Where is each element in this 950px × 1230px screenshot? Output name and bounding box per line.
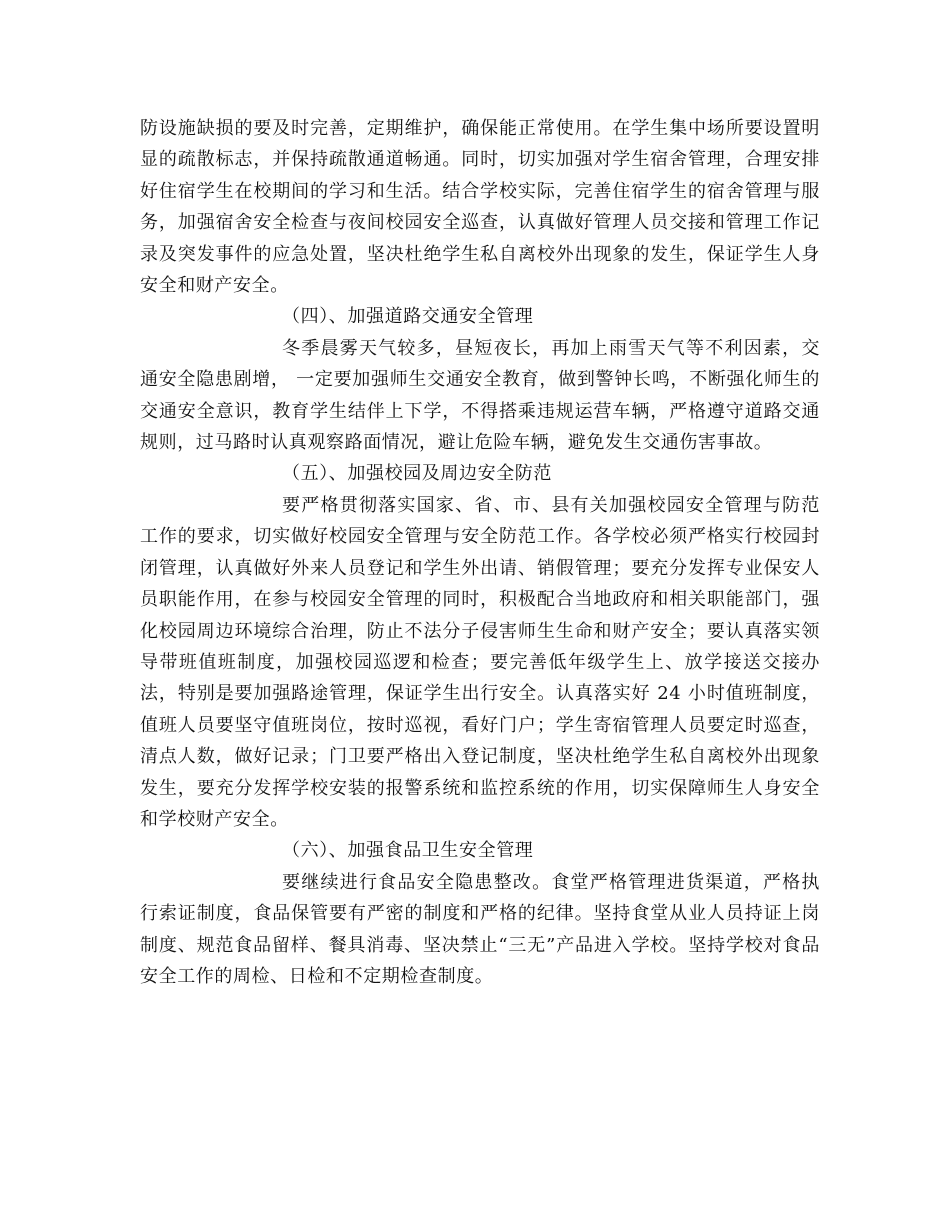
document-body [140,113,820,992]
section-heading-traffic-safety: （四）、加强道路交通安全管理 [282,306,534,328]
paragraph-campus-security: 要严格贯彻落实国家、省、市、县有关加强校园安全管理与防范工作的要求，切实做好校园安全管理与安全防范工作。各学校必须严格实行校园封闭管理，认真做好外来人员登记和学生外出请、销假管理；要充分发挥专业保安人员职能作用，在参与校园安全管理的同时，积极配合当地政府和相关职能部门，强化校园周边环境综合治理，防止不法分子侵害师生生命和财产安全；要认真落实领导带班值班制度，加强校园巡逻和检查；要完善低年级学生上、放学接送交接办法，特别是要加强路途管理，保证学生出行安全。认真落实好 24 小时值班制度，值班人员要坚守值班岗位，按时巡视，看好门户；学生寄宿管理人员要定时巡查，清点人数，做好记录；门卫要严格出入登记制度，坚决杜绝学生私自离校外出现象发生，要充分发挥学校安装的报警系统和监控系统的作用，切实保障师生人身安全和学校财产安全。 [140,494,820,830]
section-heading-campus-security: （五）、加强校园及周边安全防范 [282,463,552,485]
paragraph-food-safety: 要继续进行食品安全隐患整改。食堂严格管理进货渠道，严格执行索证制度，食品保管要有严密的制度和严格的纪律。坚持食堂从业人员持证上岗制度、规范食品留样、餐具消毒、坚决禁止“三无”产品进入学校。坚持学校对食品安全工作的周检、日检和不定期检查制度。 [140,871,820,987]
paragraph-traffic-safety: 冬季晨雾天气较多，昼短夜长，再加上雨雪天气等不利因素，交通安全隐患剧增， 一定要加强师生交通安全教育，做到警钟长鸣，不断强化师生的交通安全意识，教育学生结伴上下学，不得搭乘违规运营车辆，严格遵守道路交通规则，过马路时认真观察路面情况，避让危险车辆，避免发生交通伤害事故。 [140,337,820,454]
paragraph-fire-safety-continued: 防设施缺损的要及时完善，定期维护，确保能正常使用。在学生集中场所要设置明显的疏散标志，并保持疏散通道畅通。同时，切实加强对学生宿舍管理，合理安排好住宿学生在校期间的学习和生活。结合学校实际，完善住宿学生的宿舍管理与服务，加强宿舍安全检查与夜间校园安全巡查，认真做好管理人员交接和管理工作记录及突发事件的应急处置，坚决杜绝学生私自离校外出现象的发生，保证学生人身安全和财产安全。 [140,118,820,297]
section-heading-food-safety: （六）、加强食品卫生安全管理 [282,840,534,862]
